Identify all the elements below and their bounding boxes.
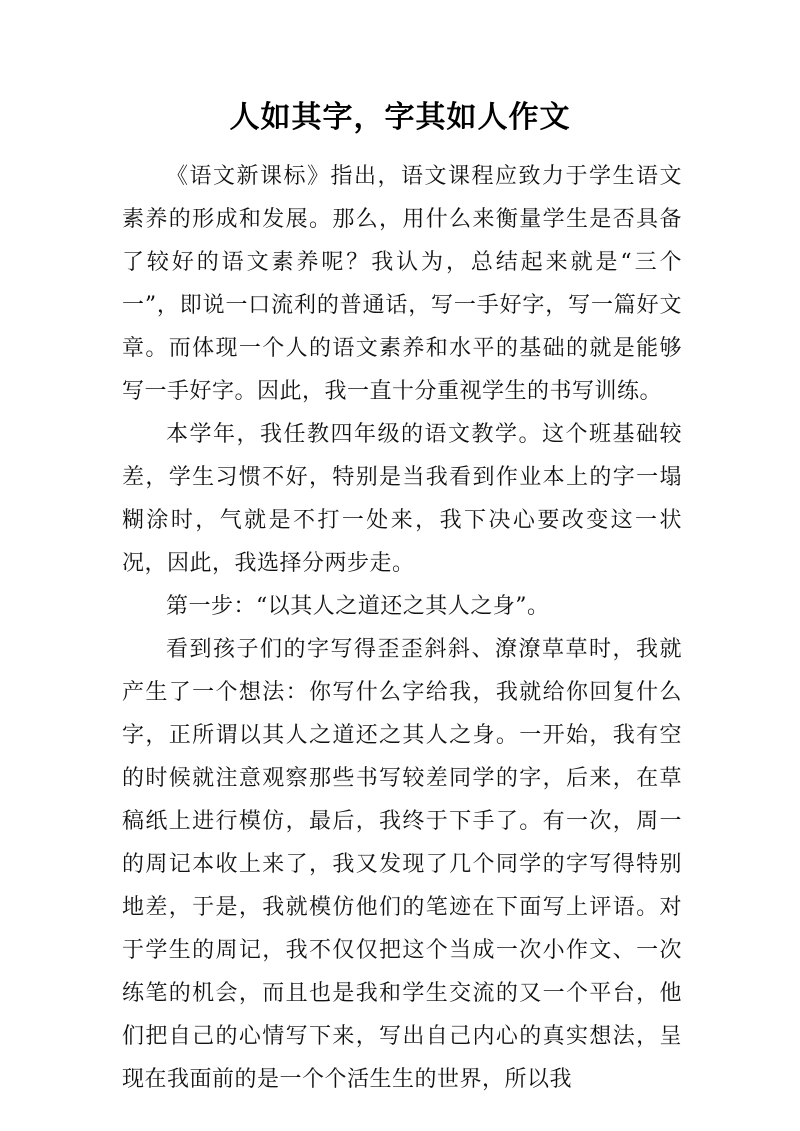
paragraph: 第一步：“以其人之道还之其人之身”。	[166, 594, 550, 619]
document-body	[122, 155, 682, 1101]
paragraph: 《语文新课标》指出，语文课程应致力于学生语文素养的形成和发展。那么，用什么来衡量学生是否具备了较好的语文素养呢？我认为，总结起来就是“三个一”，即说一口流利的普通话，写一手好字，写一篇好文章。而体现一个人的语文素养和水平的基础的就是能够写一手好字。因此，我一直十分重视学生的书写训练。	[122, 164, 682, 404]
paragraph: 本学年，我任教四年级的语文教学。这个班基础较差，学生习惯不好，特别是当我看到作业本上的字一塌糊涂时，气就是不打一处来，我下决心要改变这一状况，因此，我选择分两步走。	[122, 422, 682, 576]
document-title: 人如其字，字其如人作文	[229, 100, 571, 135]
paragraph: 看到孩子们的字写得歪歪斜斜、潦潦草草时，我就产生了一个想法：你写什么字给我，我就给你回复什么字，正所谓以其人之道还之其人之身。一开始，我有空的时候就注意观察那些书写较差同学的字，后来，在草稿纸上进行模仿，最后，我终于下手了。有一次，周一的周记本收上来了，我又发现了几个同学的字写得特别地差，于是，我就模仿他们的笔迹在下面写上评语。对于学生的周记，我不仅仅把这个当成一次小作文、一次练笔的机会，而且也是我和学生交流的又一个平台，他们把自己的心情写下来，写出自己内心的真实想法，呈现在我面前的是一个个活生生的世界，所以我	[122, 637, 682, 1092]
